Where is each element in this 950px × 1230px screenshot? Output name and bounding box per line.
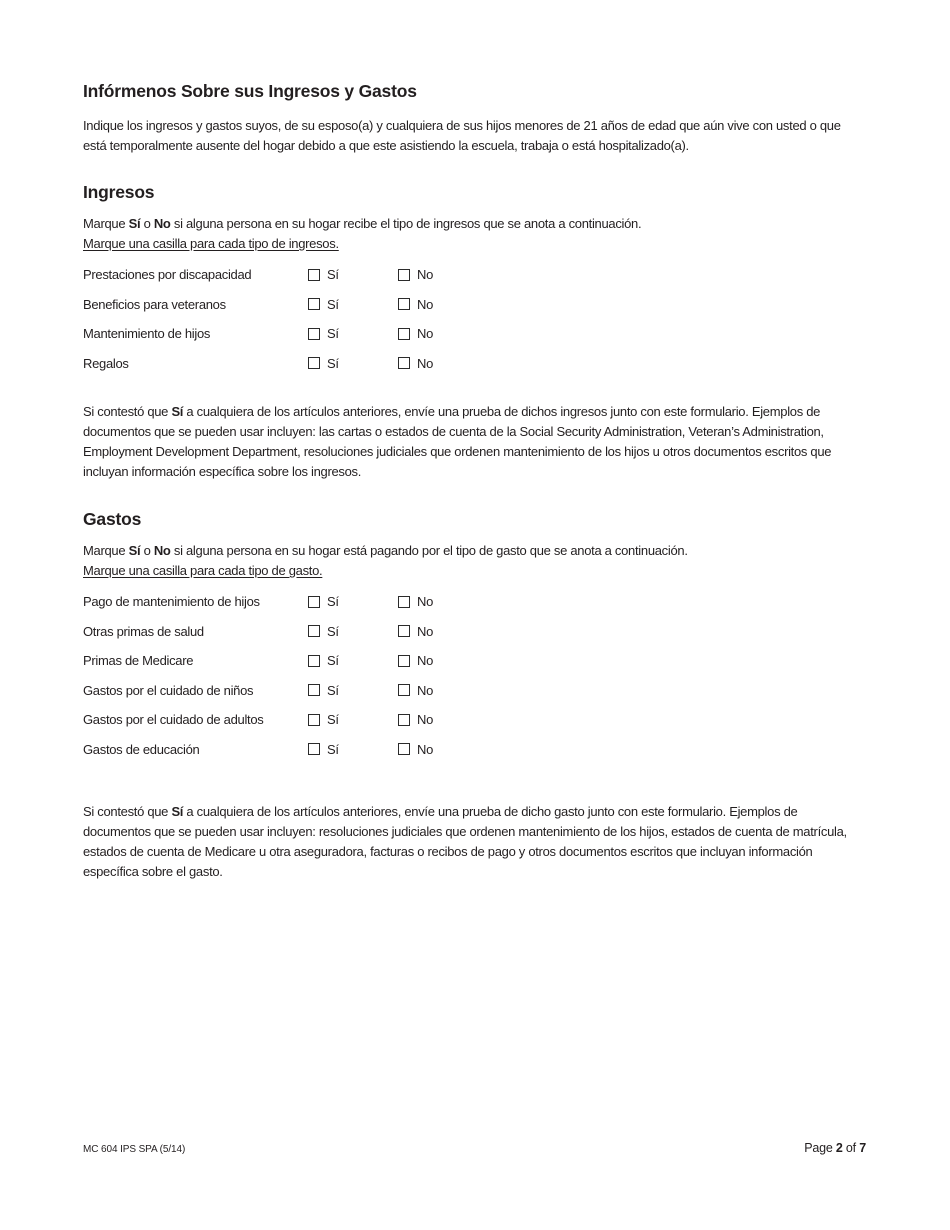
yes-checkbox[interactable] [308, 269, 320, 281]
no-label: No [417, 267, 434, 283]
expense-checklist [83, 587, 866, 764]
yes-label: Sí [327, 594, 339, 610]
yes-checkbox[interactable] [308, 298, 320, 310]
income-proof-paragraph: Si contestó que Sí a cualquiera de los artículos anteriores, envíe una prueba de dichos ingresos junto con este formulario. Ejemplos de documentos que se pueden usar incluyen: las cartas o estados de cuenta de la Social Security Administration, Veteran’s Administration, Employment Development Department, resoluciones judiciales que ordenen mantenimiento de los hijos u otros documentos escritos que incluyan información específica sobre los ingresos. [83, 404, 832, 479]
no-option [398, 297, 866, 312]
checklist-row [83, 735, 866, 765]
expense-section-heading: Gastos [83, 509, 142, 529]
yes-label: Sí [327, 326, 339, 342]
no-checkbox[interactable] [398, 655, 410, 667]
yes-option [308, 326, 398, 341]
no-checkbox[interactable] [398, 596, 410, 608]
expense-instruction-underlined: Marque una casilla para cada tipo de gasto. [83, 563, 323, 578]
no-label: No [417, 712, 434, 728]
no-label: No [417, 741, 434, 757]
yes-option [308, 297, 398, 312]
no-option [398, 742, 866, 757]
no-checkbox[interactable] [398, 714, 410, 726]
yes-checkbox[interactable] [308, 596, 320, 608]
no-label: No [417, 355, 434, 371]
yes-checkbox[interactable] [308, 684, 320, 696]
page-title: Infórmenos Sobre sus Ingresos y Gastos [83, 81, 417, 101]
checklist-item-label: Mantenimiento de hijos [83, 326, 211, 342]
checklist-row [83, 587, 866, 617]
yes-checkbox[interactable] [308, 743, 320, 755]
yes-option [308, 624, 398, 639]
no-checkbox[interactable] [398, 328, 410, 340]
yes-label: Sí [327, 712, 339, 728]
no-label: No [417, 682, 434, 698]
yes-option [308, 653, 398, 668]
no-option [398, 267, 866, 282]
income-section-heading: Ingresos [83, 182, 155, 202]
page-footer [83, 1141, 866, 1155]
no-option [398, 326, 866, 341]
checklist-item-label: Gastos por el cuidado de adultos [83, 712, 264, 728]
checklist-row [83, 319, 866, 349]
no-checkbox[interactable] [398, 357, 410, 369]
no-checkbox[interactable] [398, 684, 410, 696]
yes-label: Sí [327, 653, 339, 669]
no-label: No [417, 326, 434, 342]
no-checkbox[interactable] [398, 298, 410, 310]
yes-label: Sí [327, 267, 339, 283]
yes-checkbox[interactable] [308, 655, 320, 667]
checklist-row [83, 676, 866, 706]
checklist-item-label: Primas de Medicare [83, 653, 194, 669]
page-indicator: Page 2 of 7 [804, 1141, 866, 1155]
yes-option [308, 356, 398, 371]
no-label: No [417, 623, 434, 639]
checklist-row [83, 349, 866, 379]
expense-instruction: Marque Sí o No si alguna persona en su hogar está pagando por el tipo de gasto que se anota a continuación. [83, 543, 688, 558]
no-option [398, 356, 866, 371]
checklist-row [83, 260, 866, 290]
income-instruction-underlined: Marque una casilla para cada tipo de ingresos. [83, 236, 339, 251]
form-number: MC 604 IPS SPA (5/14) [83, 1144, 186, 1155]
yes-checkbox[interactable] [308, 625, 320, 637]
checklist-item-label: Regalos [83, 355, 129, 371]
checklist-item-label: Pago de mantenimiento de hijos [83, 594, 260, 610]
income-checklist [83, 260, 866, 378]
no-option [398, 683, 866, 698]
yes-option [308, 267, 398, 282]
yes-checkbox[interactable] [308, 357, 320, 369]
yes-label: Sí [327, 296, 339, 312]
yes-checkbox[interactable] [308, 714, 320, 726]
yes-checkbox[interactable] [308, 328, 320, 340]
no-option [398, 653, 866, 668]
no-option [398, 624, 866, 639]
yes-option [308, 683, 398, 698]
no-option [398, 712, 866, 727]
income-instruction: Marque Sí o No si alguna persona en su hogar recibe el tipo de ingresos que se anota a continuación. [83, 216, 642, 231]
intro-paragraph: Indique los ingresos y gastos suyos, de su esposo(a) y cualquiera de sus hijos menores de 21 años de edad que aún vive con usted o que está temporalmente ausente del hogar debido a que este asistiendo la escuela, trabaja o está hospitalizado(a). [83, 118, 841, 153]
no-checkbox[interactable] [398, 269, 410, 281]
no-label: No [417, 594, 434, 610]
checklist-item-label: Otras primas de salud [83, 623, 204, 639]
checklist-row [83, 617, 866, 647]
checklist-row [83, 705, 866, 735]
yes-option [308, 594, 398, 609]
yes-option [308, 712, 398, 727]
yes-label: Sí [327, 741, 339, 757]
yes-label: Sí [327, 355, 339, 371]
checklist-row [83, 646, 866, 676]
no-label: No [417, 296, 434, 312]
expense-proof-paragraph: Si contestó que Sí a cualquiera de los artículos anteriores, envíe una prueba de dicho gasto junto con este formulario. Ejemplos de documentos que se pueden usar incluyen: resoluciones judiciales que ordenen mantenimiento de los hijos, estados de cuenta de matrícula, estados de cuenta de Medicare u otra aseguradora, facturas o recibos de pago y otros documentos escritos que incluyan información específica sobre el gasto. [83, 804, 847, 879]
yes-label: Sí [327, 682, 339, 698]
yes-option [308, 742, 398, 757]
no-checkbox[interactable] [398, 625, 410, 637]
no-checkbox[interactable] [398, 743, 410, 755]
yes-label: Sí [327, 623, 339, 639]
checklist-row [83, 290, 866, 320]
checklist-item-label: Gastos por el cuidado de niños [83, 682, 254, 698]
no-option [398, 594, 866, 609]
checklist-item-label: Gastos de educación [83, 741, 200, 757]
checklist-item-label: Beneficios para veteranos [83, 296, 226, 312]
checklist-item-label: Prestaciones por discapacidad [83, 267, 252, 283]
no-label: No [417, 653, 434, 669]
